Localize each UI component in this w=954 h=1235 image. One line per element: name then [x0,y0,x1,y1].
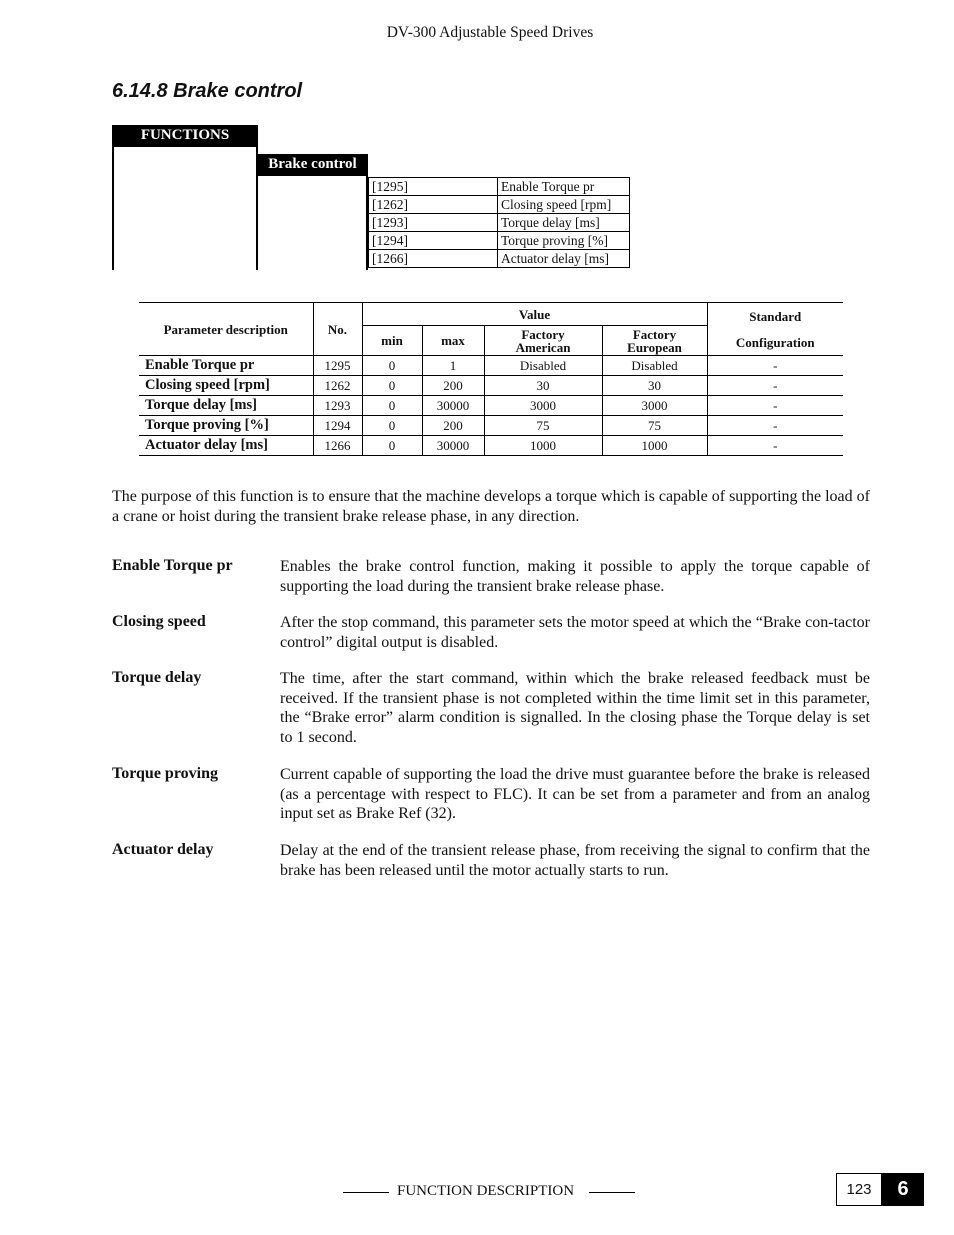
cell-desc: Torque delay [ms] [139,396,313,416]
definition-text: Delay at the end of the transient release phase, from receiving the signal to confirm that the brake has been released until the motor actually starts to run. [280,842,870,879]
definition-text: Enables the brake control function, making it possible to apply the torque capable of supporting the load during the transient brake release phase. [280,558,870,595]
menu-tree-line [112,146,114,270]
cell-min: 0 [362,436,422,456]
cell-american: 30 [484,376,602,396]
cell-desc: Closing speed [rpm] [139,376,313,396]
cell-min: 0 [362,376,422,396]
param-label: Closing speed [rpm] [498,196,630,214]
cell-max: 1 [422,356,484,376]
column-header-param-desc: Parameter description [139,303,313,356]
param-label: Torque proving [%] [498,232,630,250]
cell-std: - [707,436,843,456]
cell-max: 30000 [422,396,484,416]
footer-rule [589,1192,635,1193]
standard-label: Standard [749,308,802,324]
chapter-number-badge: 6 [882,1173,924,1206]
definition-term: Torque proving [112,765,218,782]
factory-label: Factory [521,326,565,342]
cell-min: 0 [362,396,422,416]
configuration-label: Configuration [735,334,815,350]
footer-rule [343,1192,389,1193]
list-item [369,214,630,232]
cell-std: - [707,376,843,396]
cell-max: 200 [422,376,484,396]
european-label: European [627,339,682,355]
american-label: American [515,339,571,355]
cell-american: 1000 [484,436,602,456]
functions-menu-tab: FUNCTIONS [112,125,258,147]
definition-term: Torque delay [112,669,202,686]
table-row [139,436,843,456]
param-code: [1266] [369,250,498,268]
factory-label: Factory [632,326,677,342]
definition-term: Enable Torque pr [112,557,233,574]
cell-no: 1293 [313,396,362,416]
cell-european: 30 [602,376,707,396]
cell-american: 75 [484,416,602,436]
cell-no: 1262 [313,376,362,396]
cell-min: 0 [362,416,422,436]
table-row [139,376,843,396]
page-number: 123 [836,1173,882,1206]
param-label: Enable Torque pr [498,178,630,196]
cell-desc: Actuator delay [ms] [139,436,313,456]
param-code: [1295] [369,178,498,196]
cell-european: Disabled [602,356,707,376]
table-row [139,356,843,376]
cell-no: 1294 [313,416,362,436]
cell-american: 3000 [484,396,602,416]
intro-paragraph: The purpose of this function is to ensure that the machine develops a torque which is capable of supporting the load of a crane or hoist during the transient brake release phase, in any direction. [112,488,870,525]
column-header-factory-european [602,326,707,356]
column-header-no: No. [313,303,362,356]
cell-std: - [707,416,843,436]
column-header-min: min [362,326,422,356]
column-header-standard-config [707,303,843,356]
table-row [139,396,843,416]
definition-text: Current capable of supporting the load the drive must guarantee before the brake is released (as a percentage with respect to FLC). It can be set from a parameter and from an analog input set as Brake Ref (32). [280,766,870,822]
cell-no: 1295 [313,356,362,376]
list-item [369,250,630,268]
param-code: [1294] [369,232,498,250]
cell-std: - [707,396,843,416]
column-header-max: max [422,326,484,356]
param-label: Actuator delay [ms] [498,250,630,268]
cell-desc: Torque proving [%] [139,416,313,436]
table-row [139,416,843,436]
page-header: DV-300 Adjustable Speed Drives [386,24,594,41]
cell-desc: Enable Torque pr [139,356,313,376]
list-item [369,232,630,250]
parameter-table [139,302,843,456]
cell-european: 3000 [602,396,707,416]
definition-text: After the stop command, this parameter sets the motor speed at which the “Brake con-tactor control” digital output is disabled. [280,614,870,651]
cell-european: 75 [602,416,707,436]
brake-control-submenu-tab: Brake control [257,154,368,176]
param-code: [1262] [369,196,498,214]
cell-american: Disabled [484,356,602,376]
cell-no: 1266 [313,436,362,456]
definition-term: Actuator delay [112,841,214,858]
definition-text: The time, after the start command, within which the brake released feedback must be received. If the transient phase is not completed within the time limit set in this parameter, the “Brake error” alarm condition is signalled. In the closing phase the Torque delay is set to 1 second. [280,670,870,746]
menu-parameter-list [368,177,630,268]
cell-european: 1000 [602,436,707,456]
cell-max: 30000 [422,436,484,456]
list-item [369,178,630,196]
param-label: Torque delay [ms] [498,214,630,232]
cell-std: - [707,356,843,376]
list-item [369,196,630,214]
section-title: 6.14.8 Brake control [112,80,303,102]
definition-term: Closing speed [112,613,206,630]
param-code: [1293] [369,214,498,232]
cell-min: 0 [362,356,422,376]
column-header-factory-american [484,326,602,356]
column-header-value: Value [362,303,707,326]
cell-max: 200 [422,416,484,436]
footer-title: FUNCTION DESCRIPTION [397,1183,575,1199]
